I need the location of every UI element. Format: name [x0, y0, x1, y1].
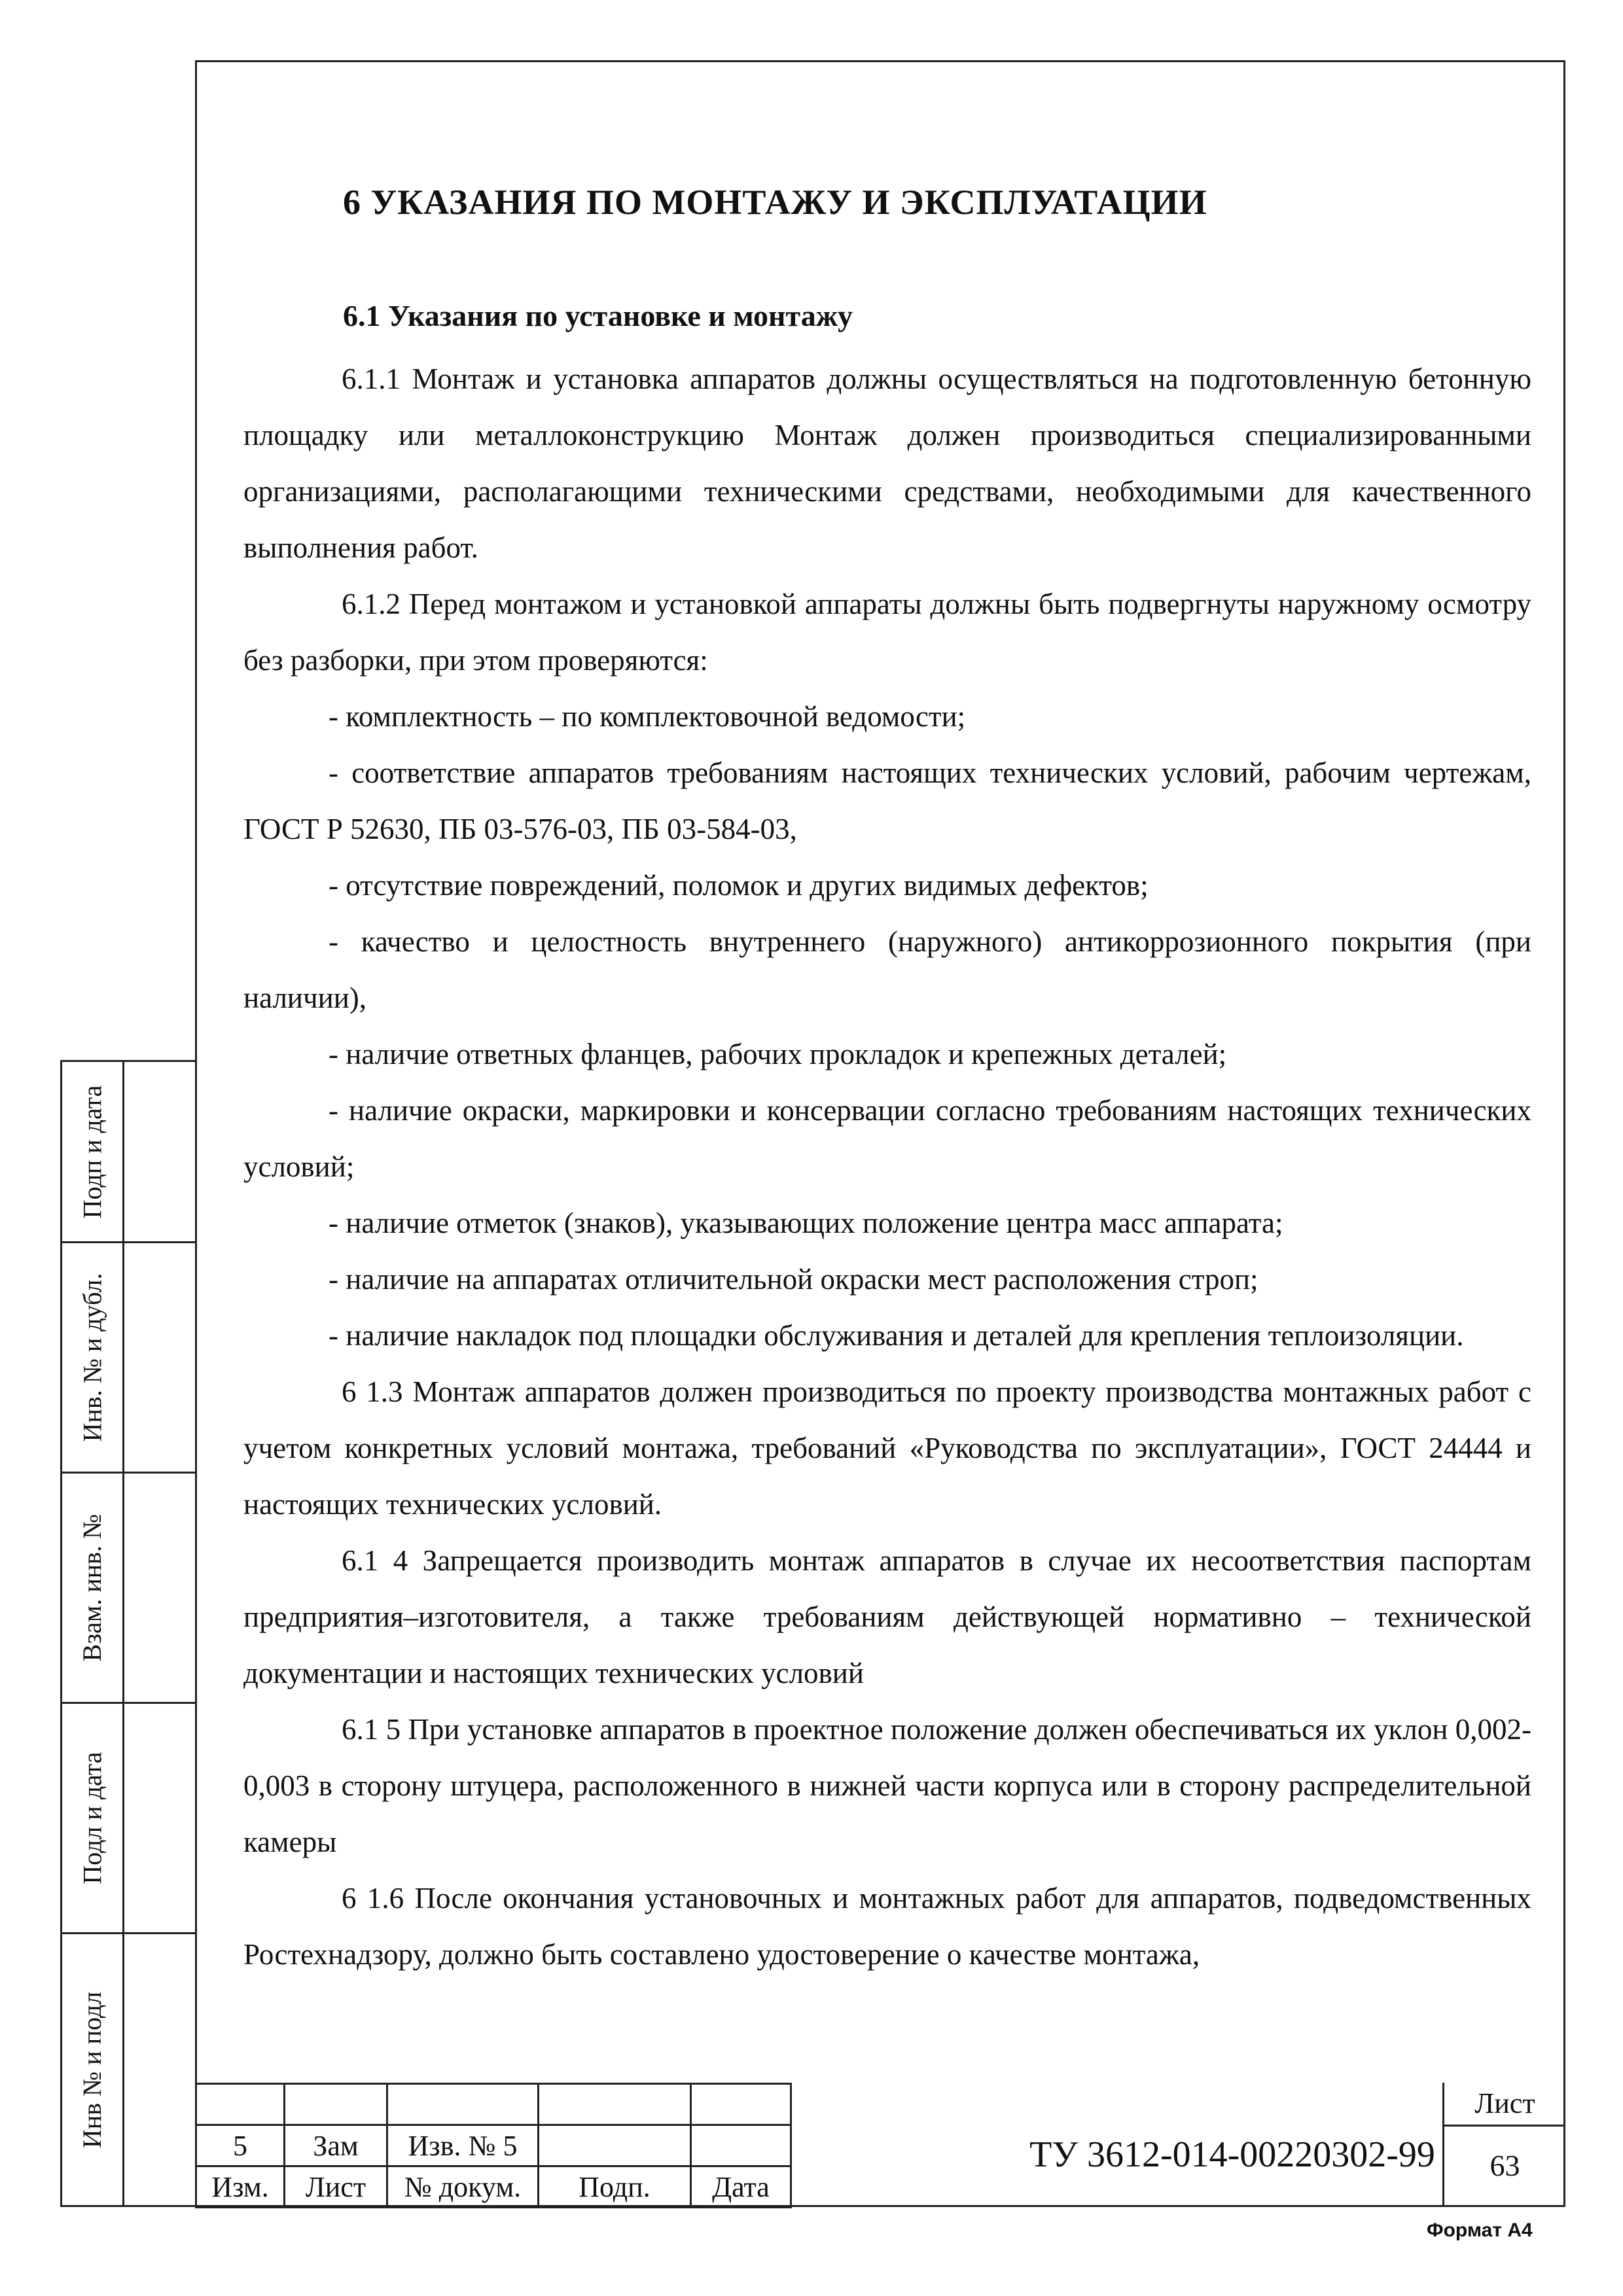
- side-cell-inv-original: [60, 1932, 195, 2207]
- revision-cell: [539, 2125, 691, 2166]
- list-item: - качество и целостность внутреннего (наружного) антикоррозионного покрытия (при наличии),: [243, 925, 1531, 1014]
- paragraph: 6 1.6 После окончания установочных и монтажных работ для аппаратов, подведомственных Ростехнадзору, должно быть составлено удостоверение о качестве монтажа,: [243, 1882, 1531, 1971]
- list-item: - наличие на аппаратах отличительной окраски мест расположения строп;: [329, 1263, 1258, 1296]
- paragraph: 6.1.2 Перед монтажом и установкой аппараты должны быть подвергнуты наружному осмотру без разборки, при этом проверяются:: [243, 588, 1531, 677]
- list-item: - соответствие аппаратов требованиям настоящих технических условий, рабочим чертежам, ГОСТ Р 52630, ПБ 03-576-03, ПБ 03-584-03,: [243, 756, 1531, 845]
- list-item: - отсутствие повреждений, поломок и других видимых дефектов;: [329, 869, 1149, 902]
- revision-header: № докум.: [387, 2166, 539, 2208]
- side-label: Подл и дата: [77, 1752, 107, 1884]
- list-item: - наличие окраски, маркировки и консервации согласно требованиям настоящих технических условий;: [243, 1094, 1531, 1183]
- side-cell-inv-dup: [60, 1241, 195, 1474]
- list-item: - комплектность – по комплектовочной ведомости;: [329, 700, 966, 733]
- side-cell-signature-date: [60, 1060, 195, 1243]
- paragraph: 6.1 5 При установке аппаратов в проектное положение должен обеспечиваться их уклон 0,002-0,003 в сторону штуцера, расположенного в нижней части корпуса или в сторону распределительной камеры: [243, 1713, 1531, 1858]
- side-label: Инв № и подл: [77, 1991, 107, 2148]
- revision-cell: Зам: [285, 2125, 387, 2166]
- format-label: Формат А4: [1427, 2219, 1533, 2241]
- list-item: - наличие ответных фланцев, рабочих прокладок и крепежных деталей;: [329, 1038, 1227, 1070]
- list-item: - наличие накладок под площадки обслуживания и деталей для крепления теплоизоляции.: [329, 1319, 1464, 1352]
- document-body: [243, 351, 1531, 1983]
- paragraph: 6.1.1 Монтаж и установка аппаратов должны осуществляться на подготовленную бетонную площадку или металлоконструкцию Монтаж должен производиться специализированными организациями, располагающими техническими средствами, необходимыми для качественного выполнения работ.: [243, 362, 1531, 564]
- side-label: Инв. № и дубл.: [77, 1273, 107, 1442]
- list-item: - наличие отметок (знаков), указывающих положение центра масс аппарата;: [329, 1207, 1283, 1239]
- section-heading: 6 УКАЗАНИЯ ПО МОНТАЖУ И ЭКСПЛУАТАЦИИ: [343, 183, 1207, 222]
- revision-header: Лист: [285, 2166, 387, 2208]
- sheet-number: 63: [1489, 2149, 1520, 2182]
- title-block: [195, 2083, 1565, 2207]
- revision-header: Изм.: [196, 2166, 285, 2208]
- paragraph: 6 1.3 Монтаж аппаратов должен производиться по проекту производства монтажных работ с учетом конкретных условий монтажа, требований «Руководства по эксплуатации», ГОСТ 24444 и настоящих технических условий.: [243, 1375, 1531, 1521]
- side-label: Взам. инв. №: [77, 1513, 107, 1662]
- revision-cell: 5: [196, 2125, 285, 2166]
- side-label: Подп и дата: [77, 1085, 107, 1218]
- revision-cell: [691, 2125, 791, 2166]
- document-code: ТУ 3612-014-00220302-99: [1029, 2134, 1435, 2175]
- revision-table: [195, 2083, 792, 2208]
- side-cell-original-date: [60, 1702, 195, 1934]
- subsection-heading: 6.1 Указания по установке и монтажу: [343, 299, 853, 332]
- paragraph: 6.1 4 Запрещается производить монтаж аппаратов в случае их несоответствия паспортам предприятия–изготовителя, а также требованиям действующей нормативно – технической документации и настоящих технических условий: [243, 1544, 1531, 1689]
- revision-cell: Изв. № 5: [387, 2125, 539, 2166]
- sheet-box: [1442, 2083, 1565, 2207]
- revision-header: Дата: [691, 2166, 791, 2208]
- side-cell-replacement-inv: [60, 1472, 195, 1704]
- sheet-label: Лист: [1444, 2083, 1565, 2127]
- side-stamp-column: [60, 1060, 195, 2207]
- revision-header: Подп.: [539, 2166, 691, 2208]
